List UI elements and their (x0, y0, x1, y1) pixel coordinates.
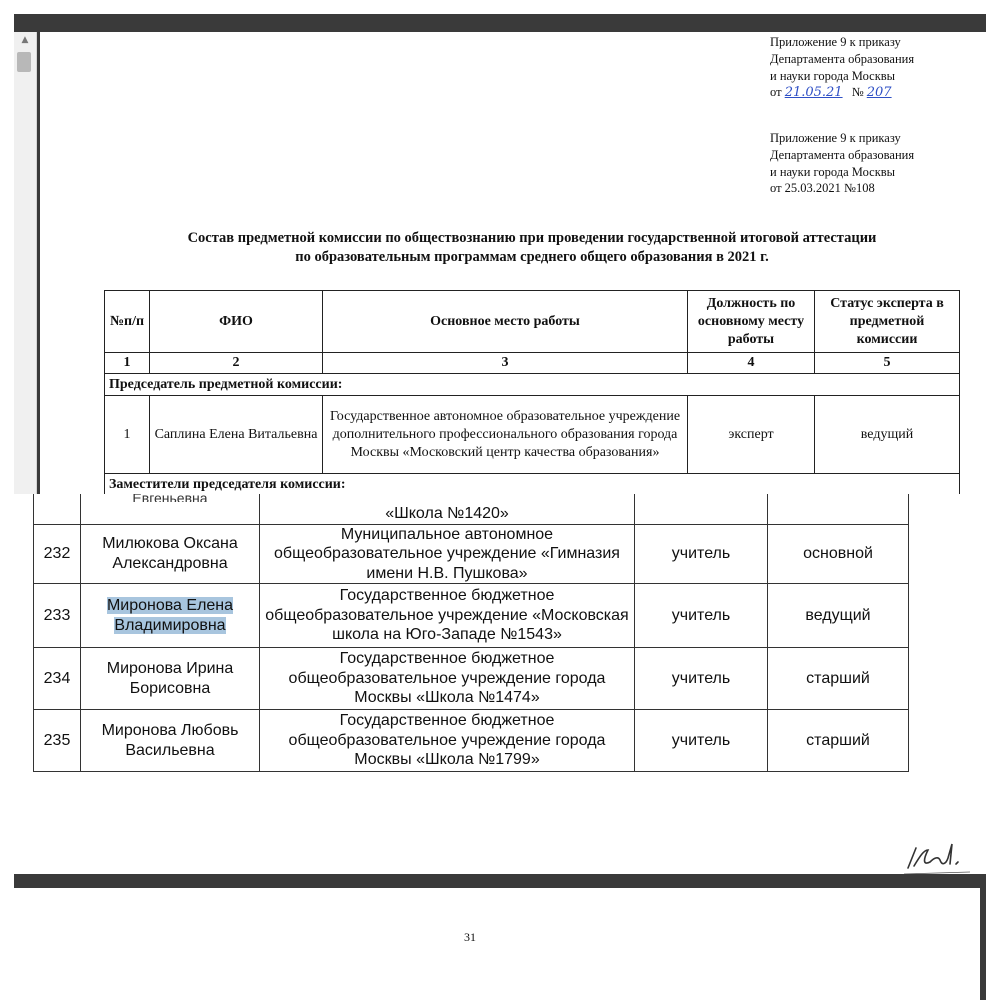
number-label: № (851, 85, 864, 100)
appendix-line: Департамента образования (770, 51, 915, 66)
row-num: 232 (34, 524, 81, 584)
row-name (81, 494, 260, 524)
appendix-current (770, 34, 914, 102)
page-number: 31 (464, 930, 476, 944)
vertical-scrollbar[interactable] (14, 32, 37, 494)
row-name: Милюкова Оксана Александровна (81, 524, 260, 584)
row-name: Саплина Елена Витальевна (150, 396, 323, 474)
appendix-line: Приложение 9 к приказу (770, 131, 901, 145)
header-work: Основное место работы (323, 291, 688, 353)
document-heading (92, 229, 972, 267)
row-name (81, 584, 260, 648)
heading-line: Состав предметной комиссии по обществознанию при проведении государственной итоговой аттестации (187, 230, 877, 246)
row-work: Муниципальное автономное общеобразовательное учреждение «Гимназия имени Н.В. Пушкова» (260, 524, 635, 584)
row-position: учитель (635, 584, 768, 648)
appendix-previous (770, 130, 914, 197)
table-row (34, 584, 909, 648)
viewer-right-edge (980, 888, 986, 1000)
row-position (635, 494, 768, 524)
row-position: учитель (635, 710, 768, 772)
appendix-line: Департамента образования (770, 147, 915, 162)
table-row (105, 396, 960, 474)
section-deputies-label: Заместители председателя комиссии: (105, 474, 960, 495)
table-row (34, 710, 909, 772)
appendix-line: Приложение 9 к приказу (770, 35, 901, 49)
highlighted-name-line[interactable]: Миронова Елена (106, 597, 234, 614)
row-num: 233 (34, 584, 81, 648)
col-number: 2 (150, 353, 323, 374)
viewer-page-separator (14, 874, 986, 888)
row-work: Государственное бюджетное общеобразовательное учреждение города Москвы «Школа №1799» (260, 710, 635, 772)
row-position: учитель (635, 524, 768, 584)
row-status: основной (768, 524, 909, 584)
col-number: 4 (688, 353, 815, 374)
scroll-up-arrow-icon[interactable]: ▲ (21, 35, 29, 45)
heading-line: по образовательным программам среднего общего образования в 2021 г. (295, 249, 769, 265)
table-row-cropped (34, 494, 909, 524)
row-position: эксперт (688, 396, 815, 474)
appendix-line: от 25.03.2021 №108 (770, 181, 875, 196)
row-name: Миронова Любовь Васильевна (81, 710, 260, 772)
section-row (105, 374, 960, 396)
col-number: 1 (105, 353, 150, 374)
signature-icon (900, 836, 980, 876)
row-num: 1 (105, 396, 150, 474)
row-name: Миронова Ирина Борисовна (81, 648, 260, 710)
row-status: старший (768, 710, 909, 772)
row-num (34, 494, 81, 524)
row-num: 235 (34, 710, 81, 772)
row-position: учитель (635, 648, 768, 710)
appendix-date-line (770, 84, 914, 102)
header-position: Должность по основному месту работы (688, 291, 815, 353)
commission-table-top (104, 290, 960, 494)
viewer-top-bar (14, 14, 986, 32)
name-fragment: Евгеньевна (132, 494, 208, 502)
document-page-top (40, 32, 986, 494)
row-work: «Школа №1420» (260, 494, 635, 524)
col-number: 5 (815, 353, 960, 374)
commission-table-lower (33, 494, 909, 772)
appendix-line: и науки города Москвы (770, 164, 896, 179)
appendix-line: и науки города Москвы (770, 68, 896, 83)
row-num: 234 (34, 648, 81, 710)
highlighted-name-line[interactable]: Владимировна (114, 616, 226, 634)
section-chair-label: Председатель предметной комиссии: (105, 374, 960, 396)
from-label: от (770, 85, 782, 100)
table-number-row (105, 353, 960, 374)
row-status: ведущий (768, 584, 909, 648)
row-work: Государственное бюджетное общеобразовательное учреждение города Москвы «Школа №1474» (260, 648, 635, 710)
row-status: старший (768, 648, 909, 710)
row-work: Государственное бюджетное общеобразовательное учреждение «Московская школа на Юго-Западе №1543» (260, 584, 635, 648)
table-header-row (105, 291, 960, 353)
table-row (34, 648, 909, 710)
scrollbar-thumb[interactable] (17, 52, 31, 72)
row-status: ведущий (815, 396, 960, 474)
header-status: Статус эксперта в предметной комиссии (815, 291, 960, 353)
row-work: Государственное автономное образовательное учреждение дополнительного профессионального образования города Москвы «Московский центр качества образования» (323, 396, 688, 474)
col-number: 3 (323, 353, 688, 374)
header-name: ФИО (150, 291, 323, 353)
handwritten-number: 207 (866, 85, 892, 101)
section-row (105, 474, 960, 495)
header-num: №п/п (105, 291, 150, 353)
handwritten-date: 21.05.21 (784, 85, 843, 101)
row-status (768, 494, 909, 524)
table-row (34, 524, 909, 584)
